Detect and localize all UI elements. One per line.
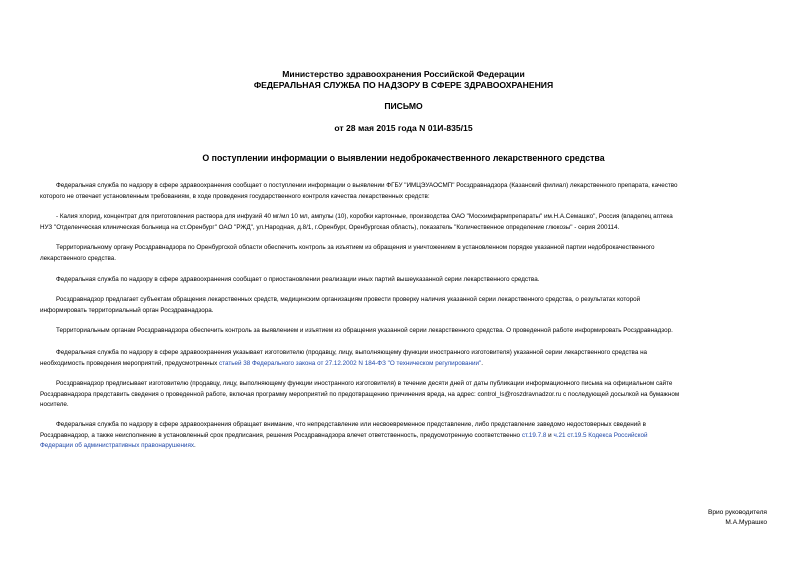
paragraph-3	[40, 243, 767, 264]
paragraph-6	[40, 326, 767, 337]
paragraph-9-line-3	[40, 441, 767, 452]
paragraph-8-line-3: носителе.	[40, 401, 69, 409]
paragraph-6-text: Территориальным органам Росздравнадзора обеспечить контроль за выявлением и изъятием из обращения указанной серии лекарственного средства. О проведенной работе информировать Росздравнадзор.	[56, 327, 673, 334]
ministry-name: Министерство здравоохранения Российской Федерации	[282, 69, 525, 79]
paragraph-7-line-2	[40, 359, 767, 370]
paragraph-7-line-2-text: необходимость проведения мероприятий, предусмотренных	[40, 359, 220, 367]
paragraph-8-line-1: Росздравнадзор предписывает изготовителю (продавцу, лицу, выполняющему функции иностранного изготовителя) в течение десяти дней от даты публикации информационного письма на официальном сайте	[56, 380, 673, 387]
paragraph-4	[40, 275, 767, 286]
service-name: ФЕДЕРАЛЬНАЯ СЛУЖБА ПО НАДЗОРУ В СФЕРЕ ЗДРАВООХРАНЕНИЯ	[253, 80, 554, 90]
koap-19-7-8-link[interactable]: ст.19.7.8	[521, 431, 547, 439]
paragraph-8-line-2: Росздравнадзора представить сведения о проведенной работе, включая программу мероприятий по предотвращению причинения вреда, на адрес: control_ls@roszdravnadzor.ru с последующей досылкой на бумажном	[40, 390, 680, 398]
paragraph-7-line-2-end: .	[481, 359, 483, 367]
koap-19-5-link[interactable]: ч.21 ст.19.5 Кодекса Российской	[553, 431, 648, 439]
paragraph-9-line-1: Федеральная служба по надзору в сфере здравоохранения обращает внимание, что непредставление или несвоевременное представление, либо представление заведомо недостоверных сведений в	[56, 421, 646, 428]
paragraph-1	[40, 181, 767, 202]
signature-name: М.А.Мурашко	[725, 519, 767, 526]
paragraph-5-line-2: информировать территориальный орган Росздравнадзора.	[40, 306, 214, 314]
paragraph-8	[40, 379, 767, 411]
paragraph-3-line-1: Территориальному органу Росздравнадзора по Оренбургской области обеспечить контроль за изъятием из обращения и уничтожением в установленном порядке указанной партии недоброкачественного	[56, 244, 655, 251]
paragraph-2-line-1: - Калия хлорид, концентрат для приготовления раствора для инфузий 40 мг/мл 10 мл, ампулы (10), коробки картонные, производства ОАО "Мосхимфармпрепараты" им.Н.А.Семашко", Россия (владелец аптека	[56, 213, 673, 220]
paragraph-3-line-2: лекарственного средства.	[40, 254, 116, 262]
law-184fz-link[interactable]: статьей 38 Федерального закона от 27.12.2002 N 184-ФЗ "О техническом регулировании"	[219, 359, 482, 367]
paragraph-1-line-1: Федеральная служба по надзору в сфере здравоохранения сообщает о поступлении информации о выявлении ФГБУ "ИМЦЭУАОСМП" Росздравнадзора (Казанский филиал) лекарственного препарата, качество	[56, 182, 678, 189]
paragraph-9	[40, 420, 767, 452]
document-title: О поступлении информации о выявлении недоброкачественного лекарственного средства	[202, 153, 605, 163]
paragraph-1-line-2: которого не отвечает установленным требованиям, в ходе проведения государственного контроля качества лекарственных средств:	[40, 192, 430, 200]
paragraph-7	[40, 348, 767, 369]
signature-position: Врио руководителя	[707, 509, 767, 516]
paragraph-7-line-1: Федеральная служба по надзору в сфере здравоохранения указывает изготовителю (продавцу, лицу, выполняющему функции иностранного изготовителя) указанной серии лекарственного средства на	[56, 349, 648, 356]
paragraph-2	[40, 212, 767, 233]
paragraph-4-text: Федеральная служба по надзору в сфере здравоохранения сообщает о приостановлении реализации иных партий вышеуказанной серии лекарственного средства.	[56, 276, 540, 283]
paragraph-9-line-2-text: Росздравнадзор, а также неисполнение в установленный срок предписания, решения Росздравнадзора влечет ответственность, предусмотренную соответственно	[40, 431, 522, 439]
paragraph-9-line-3-end: .	[194, 442, 196, 450]
koap-code-link[interactable]: Федерации об административных правонарушениях	[40, 442, 194, 450]
document-date-number: от 28 мая 2015 года N 01И-835/15	[334, 123, 473, 133]
paragraph-9-line-2	[40, 431, 767, 442]
document-type: ПИСЬМО	[384, 101, 423, 111]
paragraph-5-line-1: Росздравнадзор предлагает субъектам обращения лекарственных средств, медицинским организациям провести проверку наличия указанной серии лекарственного средства, о результатах которой	[56, 296, 641, 303]
paragraph-2-line-2: НУЗ "Отделенческая клиническая больница на ст.Оренбург" ОАО "РЖД", ул.Народная, д.8/1, г.Оренбург, Оренбургская область), показатель "Количественное определение глюкозы" - серия 200114.	[40, 223, 620, 231]
paragraph-5	[40, 295, 767, 316]
paragraph-9-conjunction: и	[546, 431, 554, 439]
